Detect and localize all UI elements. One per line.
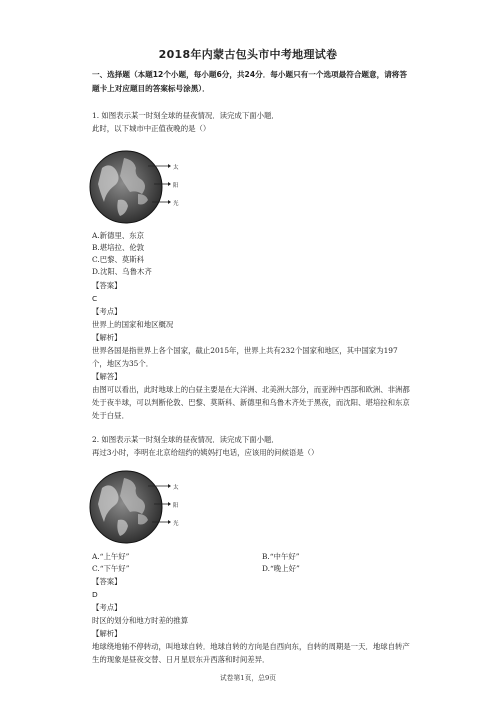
q1-analysis: 世界各国是指世界上各个国家，截止2015年，世界上共有232个国家和地区，其中国家为197个，地区为35个． (92, 346, 398, 368)
q1-point-tag: 【考点】 (92, 307, 122, 316)
q1-option-a: A.新德里、东京 (92, 231, 145, 240)
q1-option-d: D.沈阳、乌鲁木齐 (92, 267, 152, 276)
q2-figure-label-2: 阳 (173, 503, 179, 509)
q1-option-b: B.堪培拉、伦敦 (92, 243, 145, 252)
q2-option-a: A.“上午好” (92, 552, 130, 561)
q1-globe-figure (88, 148, 188, 226)
q2-answer-tag: 【答案】 (92, 577, 122, 586)
q1-figure-label-1: 太 (173, 165, 179, 171)
q2-option-b: B.“中午好” (262, 552, 300, 561)
q2-point-tag: 【考点】 (92, 603, 122, 612)
q2-analysis: 地球绕地轴不停转动，叫地球自转．地球自转的方向是自西向东，自转的周期是一天．地球自转产生的现象是昼夜交替、日月星辰东升西落和时间差异． (92, 642, 410, 664)
day-night-globe-icon (88, 468, 188, 546)
q2-answer: D (92, 590, 98, 599)
q2-globe-figure (88, 468, 188, 546)
q1-figure-label-3: 光 (173, 201, 179, 207)
q2-point: 时区的划分和地方时差的推算 (92, 616, 189, 625)
q1-figure-label-2: 阳 (173, 183, 179, 189)
page-footer: 试卷第1页，总9页 (219, 674, 277, 682)
q2-stem-line2: 再过3小时，李明在北京给纽约的姨妈打电话，应该用的问候语是（） (92, 448, 319, 457)
q2-option-c: C.“下午好” (92, 564, 130, 573)
page-title: 2018年内蒙古包头市中考地理试卷 (158, 48, 338, 61)
q2-option-d: D.“晚上好” (262, 564, 300, 573)
q1-stem-line2: 此时，以下城市中正值夜晚的是（） (92, 124, 211, 133)
q1-analysis-tag: 【解析】 (92, 333, 122, 342)
q1-solution: 由图可以看出，此时地球上的白昼主要是在大洋洲、北美洲大部分，而亚洲中西部和欧洲、非洲都处于夜半球，可以判断伦敦、巴黎、莫斯科、新德里和乌鲁木齐处于黑夜，而沈阳、堪培拉和东京处于白昼． (92, 385, 410, 420)
q1-solution-tag: 【解答】 (92, 372, 122, 381)
q2-stem-line1: 2. 如图表示某一时刻全球的昼夜情况．读完成下面小题． (92, 435, 279, 444)
q2-figure-label-1: 太 (173, 485, 179, 491)
q1-answer: C (92, 294, 98, 303)
q1-option-c: C.巴黎、莫斯科 (92, 255, 145, 264)
q2-figure-label-3: 光 (173, 521, 179, 527)
section-heading: 一、选择题（本题12个小题，每小题6分，共24分．每小题只有一个选项最符合题意，请将答题卡上对应题目的答案标号涂黑）． (92, 70, 407, 93)
q1-point: 世界上的国家和地区概况 (92, 320, 174, 329)
day-night-globe-icon (88, 148, 188, 226)
q1-answer-tag: 【答案】 (92, 281, 122, 290)
q1-stem-line1: 1. 如图表示某一时刻全球的昼夜情况．读完成下面小题． (92, 111, 279, 120)
q2-analysis-tag: 【解析】 (92, 629, 122, 638)
